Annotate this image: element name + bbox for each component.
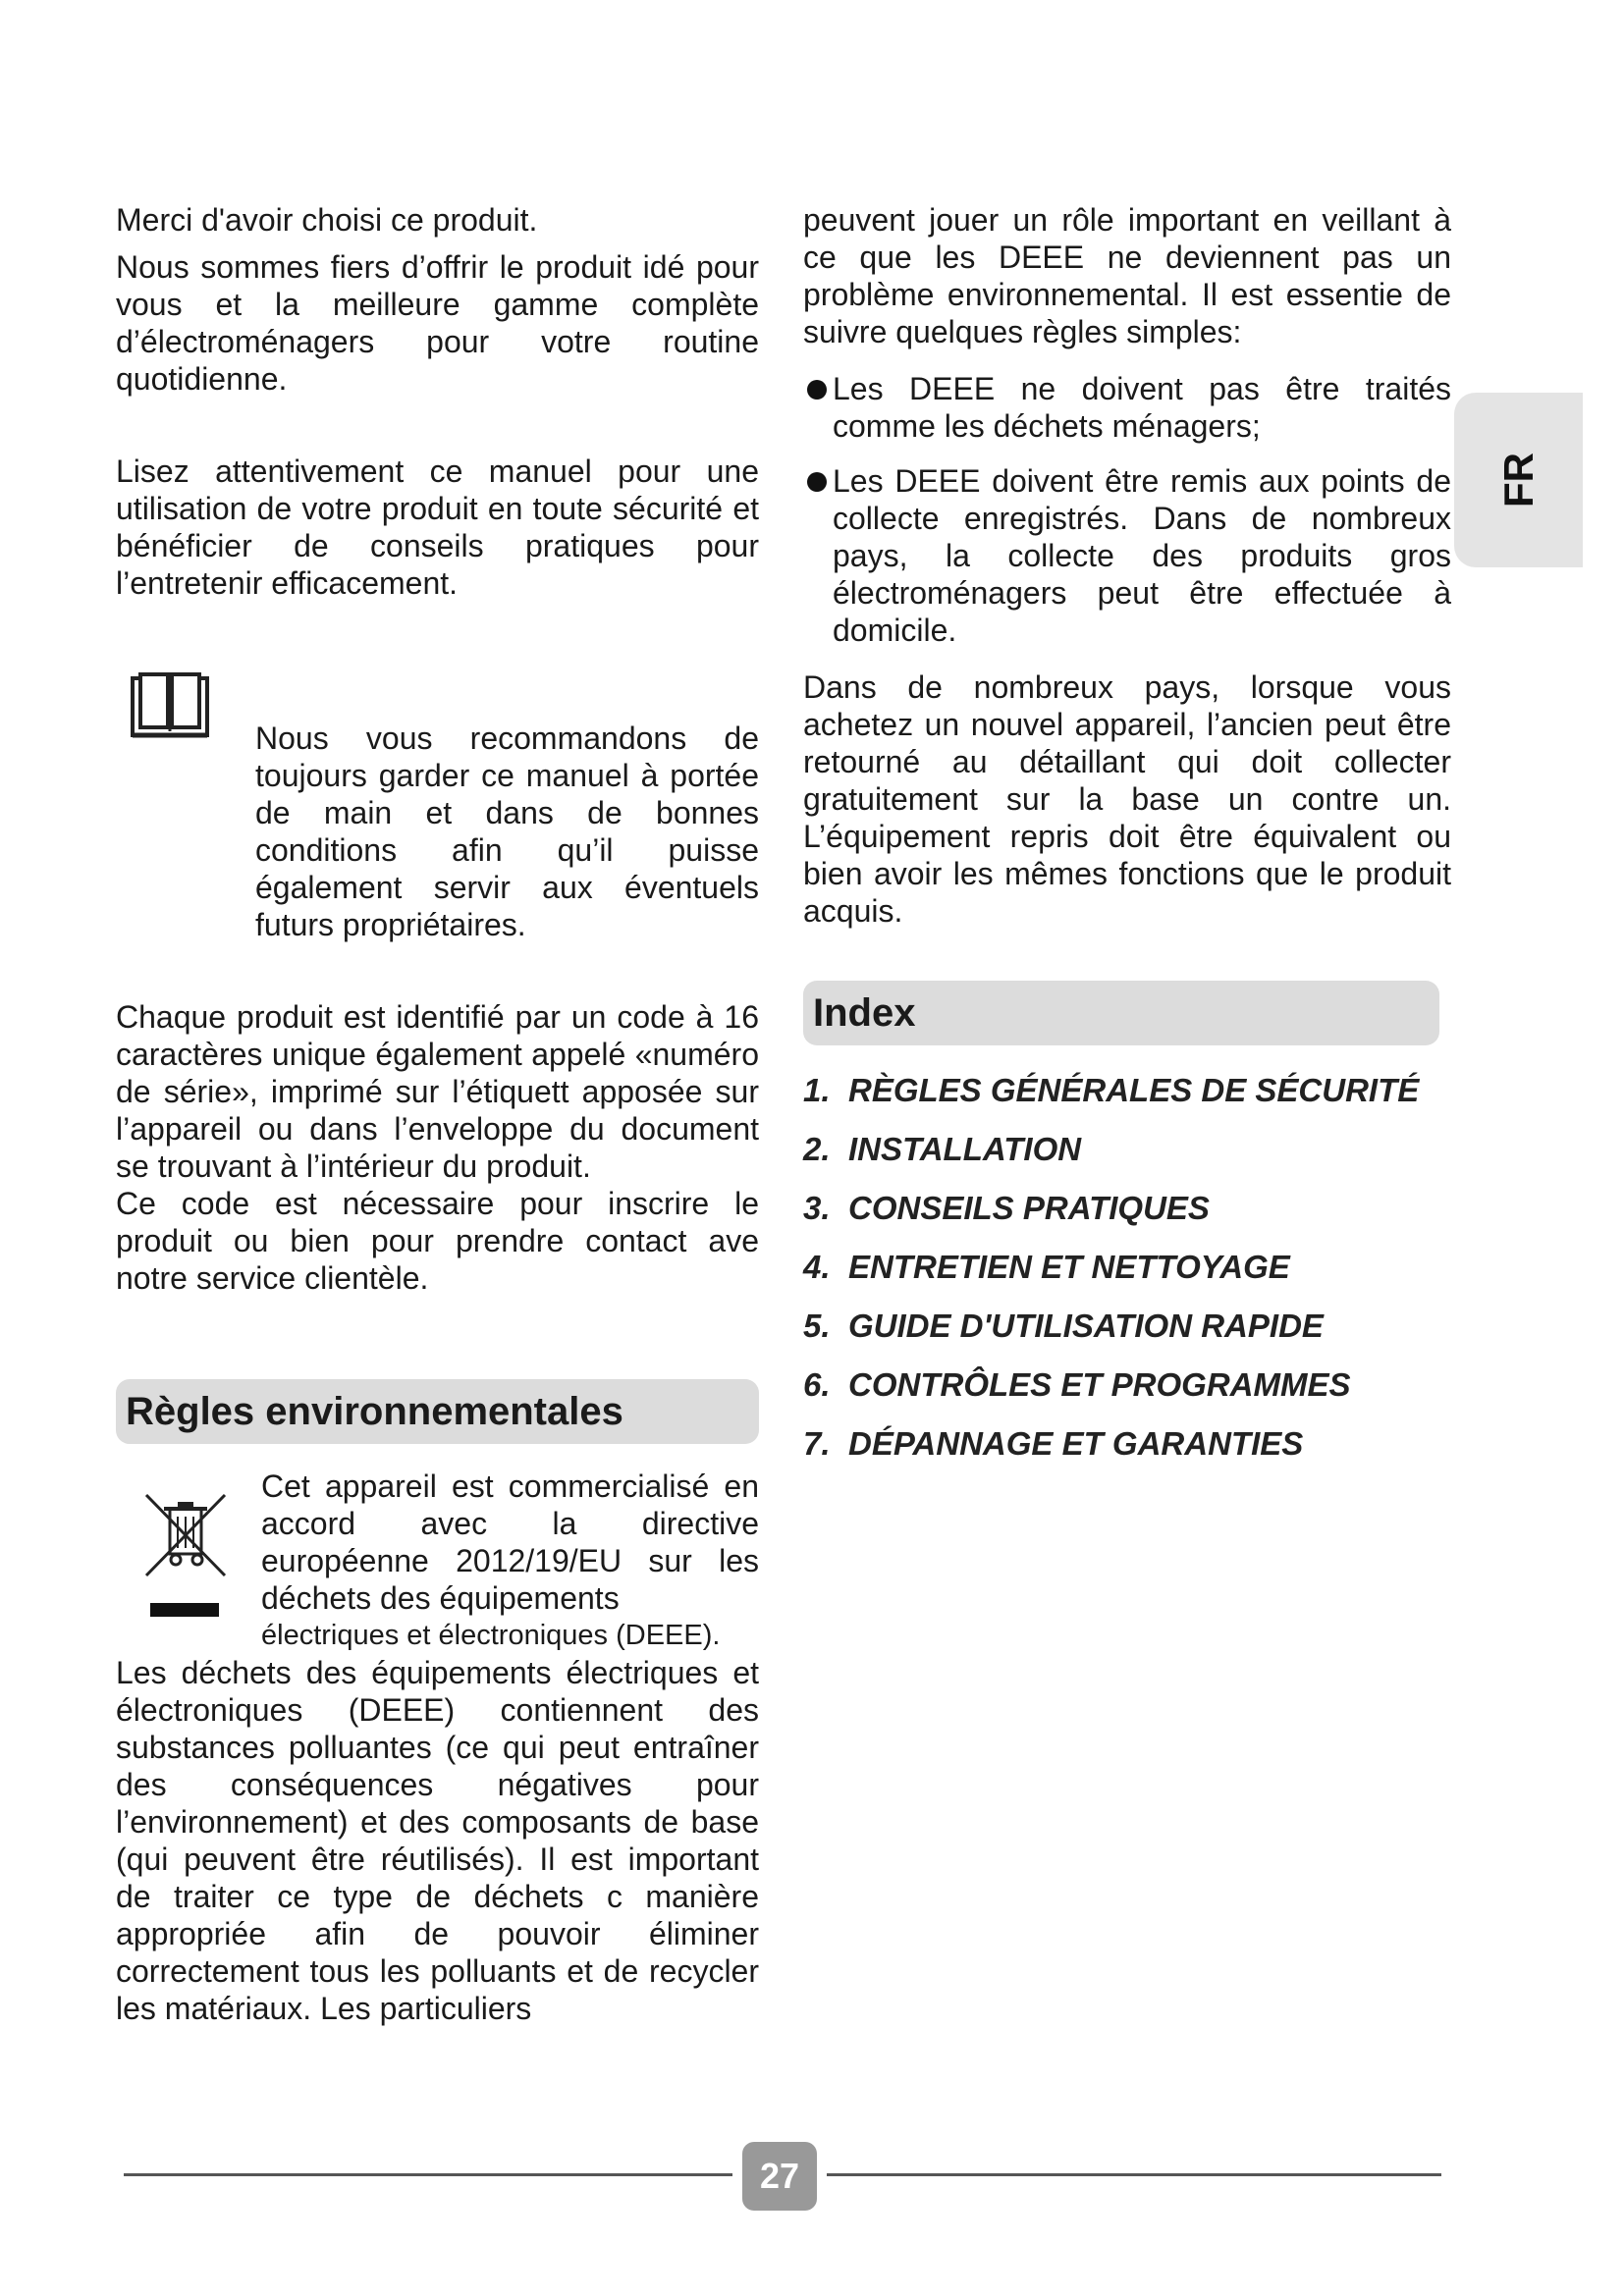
environment-section-title: Règles environnementales bbox=[116, 1379, 759, 1444]
index-item[interactable]: 6. CONTRÔLES ET PROGRAMMES bbox=[803, 1366, 1351, 1403]
intro-thanks: Merci d'avoir choisi ce produit. bbox=[116, 202, 538, 238]
footer-divider-right bbox=[827, 2173, 1441, 2176]
page-number: 27 bbox=[742, 2142, 817, 2211]
recommend-paragraph: Nous vous recommandons de toujours garder ce manuel à portée de main et dans de bonnes conditions afin qu’il puisse également servir aux éventuels futurs propriétaires. bbox=[255, 721, 759, 942]
return-paragraph: Dans de nombreux pays, lorsque vous achetez un nouvel appareil, l’ancien peut être retourné au détaillant qui doit collecter gratuitement sur la base un contre un. L’équipement repris doit être équivalent ou bien avoir les mêmes fonctions que le produit acquis. bbox=[803, 669, 1451, 929]
weee-directive-end: électriques et électroniques (DEEE). bbox=[261, 1620, 721, 1651]
weee-role-paragraph: peuvent jouer un rôle important en veillant à ce que les DEEE ne deviennent pas un problème environnemental. Il est essentie de suivre quelques règles simples: bbox=[803, 202, 1451, 349]
weee-continuation: Les déchets des équipements électriques et électroniques (DEEE) contiennent des substances polluantes (ce qui peut entraîner des conséquences négatives pour l’environnement) et des composants de base (qui peuvent être réutilisés). Il est important de traiter ce type de déchets c manière appropriée afin de pouvoir éliminer correctement tous les polluants et de recycler les matériaux. Les particuliers bbox=[116, 1655, 759, 2026]
read-manual-paragraph: Lisez attentivement ce manuel pour une utilisation de votre produit en toute sécurité et bénéficier de conseils pratiques pour l’entretenir efficacement. bbox=[116, 454, 759, 601]
index-item[interactable]: 2. INSTALLATION bbox=[803, 1131, 1082, 1167]
index-item[interactable]: 3. CONSEILS PRATIQUES bbox=[803, 1190, 1210, 1226]
index-item[interactable]: 5. GUIDE D'UTILISATION RAPIDE bbox=[803, 1308, 1324, 1344]
intro-proud: Nous sommes fiers d’offrir le produit idé pour vous et la meilleure gamme complète d’électroménagers pour votre routine quotidienne. bbox=[116, 249, 759, 397]
index-item[interactable]: 1. RÈGLES GÉNÉRALES DE SÉCURITÉ bbox=[803, 1072, 1420, 1108]
recommend-block bbox=[116, 672, 759, 943]
weee-block bbox=[116, 1468, 759, 1654]
crossed-out-wheelie-bin-icon bbox=[140, 1487, 229, 1625]
language-code: FR bbox=[1494, 453, 1542, 507]
weee-rules-list bbox=[803, 370, 1451, 649]
left-column bbox=[116, 201, 759, 2027]
weee-directive-text: Cet appareil est commercialisé en accord avec la directive européenne 2012/19/EU sur les déchets des équipements bbox=[261, 1468, 759, 1616]
bullet-dot-icon bbox=[807, 472, 827, 492]
bullet-dot-icon bbox=[807, 380, 827, 400]
index-section-title: Index bbox=[803, 981, 1439, 1045]
index-item[interactable]: 7. DÉPANNAGE ET GARANTIES bbox=[803, 1425, 1304, 1462]
list-item: Les DEEE doivent être remis aux points de collecte enregistrés. Dans de nombreux pays, la collecte des produits gros électroménagers peut être effectuée à domicile. bbox=[803, 462, 1451, 649]
right-column bbox=[803, 201, 1451, 1473]
serial-code-paragraph: Ce code est nécessaire pour inscrire le produit ou bien pour prendre contact ave notre service clientèle. bbox=[116, 1186, 759, 1296]
index-list bbox=[803, 1061, 1451, 1473]
open-book-icon bbox=[130, 672, 210, 739]
language-tab bbox=[1454, 393, 1583, 567]
footer-divider-left bbox=[124, 2173, 732, 2176]
list-item: Les DEEE ne doivent pas être traités comme les déchets ménagers; bbox=[803, 370, 1451, 445]
index-item[interactable]: 4. ENTRETIEN ET NETTOYAGE bbox=[803, 1249, 1290, 1285]
serial-paragraph: Chaque produit est identifié par un code à 16 caractères unique également appelé «numéro de série», imprimé sur l’étiquett apposée sur l’appareil ou dans l’enveloppe du document se trouvant à l’intérieur du produit. bbox=[116, 999, 759, 1184]
